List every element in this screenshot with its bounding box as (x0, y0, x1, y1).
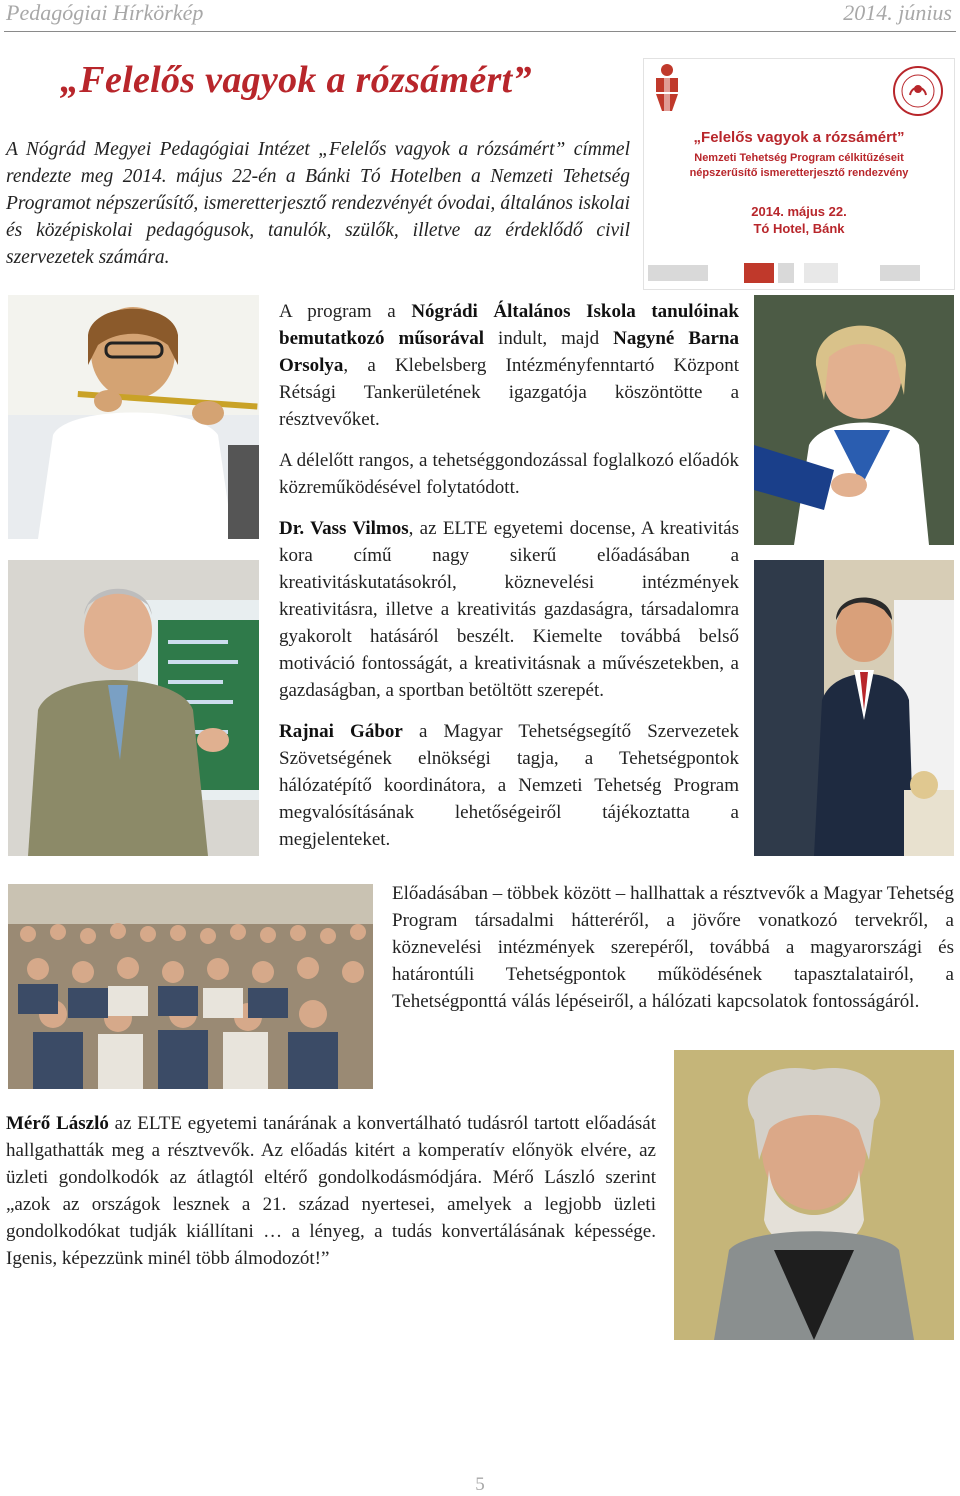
poster-subtitle: Nemzeti Tehetség Program célkitűzéseit népszerűsítő ismeretterjesztő rendezvény (689, 152, 909, 179)
running-header (0, 0, 960, 34)
article-title: „Felelős vagyok a rózsámért” (60, 59, 532, 101)
poster-date: 2014. május 22. (751, 204, 847, 219)
p1-text-a: A program a (279, 301, 412, 322)
p3-text: , az ELTE egyetemi docense, A kreativitás kora című nagy sikerű előadásában a kreativitáskutatásokról, köznevelési intézmények kreativitásra, illetve a kreativitás gazdaságra, társadalomra gyakorolt hatásáról beszélt. Kiemelte továbbá belső motiváció fontosságát, a kreativitásnak a művészetekben, a gazdaságban, a sportban betöltött szerepét. (279, 518, 739, 701)
poster-date-block (644, 203, 954, 237)
paragraph-vass-vilmos (279, 515, 739, 704)
p6-text: az ELTE egyetemi tanárának a konvertálható tudásról tartott előadását hallgathatták meg a résztvevők. Az előadás kitért a komperatív előnyök elvére, az üzleti gondolkodók az átlagtól eltérő gondolkodásmódjára. Mérő László szerint „azok az országok lesznek a 21. század nyertesei, amelyek a legjobb üzleti gondolkodókat tudják kiállítani … a lényeg, a tudás konvertálásának képessége. Igenis, képezzünk minél több álmodozót!” (6, 1113, 657, 1269)
article-intro: A Nógrád Megyei Pedagógiai Intézet „Felelős vagyok a rózsámért” címmel rendezte meg 2014. május 22-én a Bánki Tó Hotelben a Nemzeti Tehetség Programot népszerűsítő, ismeretterjesztő rendezvényét óvodai, általános iskolai és középiskolai pedagógusok, tanulók, szülők, illetve az érdeklődő civil szervezetek számára. (6, 139, 630, 268)
header-publication: Pedagógiai Hírkörkép (6, 0, 204, 25)
audience-photo (8, 884, 373, 1089)
p1-highlight-director: Nagyné Barna Orsolya (279, 328, 739, 376)
paragraph-program-opening (279, 298, 739, 433)
rajnai-speaking-photo (754, 560, 954, 856)
director-speaking-photo (754, 295, 954, 545)
poster-sponsor-logos (644, 259, 954, 287)
p4-text: a Magyar Tehetségsegítő Szervezetek Szövetségének elnökségi tagja, a Tehetségpontok hálózatépítő koordinátora, a Nemzeti Tehetség Program megvalósításának lehetőségeiről tájékoztatta a megjelenteket. (279, 721, 739, 850)
p3-speaker-name: Dr. Vass Vilmos (279, 518, 409, 539)
flute-player-photo (8, 295, 259, 539)
p4-speaker-name: Rajnai Gábor (279, 721, 403, 742)
article-body-column-3 (6, 1110, 656, 1286)
p1-text-e: , a Klebelsberg Intézményfenntartó Központ Rétsági Tankerületének igazgatója köszöntötte a résztvevőket. (279, 355, 739, 430)
speaker-slide-photo (8, 560, 259, 856)
article-body-column-2 (392, 880, 954, 1029)
talent-program-logo-icon (650, 63, 684, 113)
paragraph-presentation-topics: Előadásában – többek között – hallhattak a résztvevők a Magyar Tehetség Program társadalmi hátteréről, a jövőre vonatkozó tervekről, a köznevelési intézmények szerepéről, továbbá a magyarországi és határontúli Tehetségpontok működésének tapasztalatairól, a Tehetségponttá válás lépéseiről, a hálózati kapcsolatok fontosságáról. (392, 883, 954, 1012)
page-number: 5 (475, 1474, 485, 1495)
poster-title: „Felelős vagyok a rózsámért” (693, 129, 905, 146)
paragraph-morning: A délelőtt rangos, a tehetséggondozással foglalkozó előadók közreműködésével folytatódott. (279, 450, 739, 498)
pedagogical-institute-seal-icon (892, 65, 944, 117)
paragraph-rajnai-gabor (279, 718, 739, 853)
p1-highlight-school: Nógrádi Általános Iskola tanulóinak bemutatkozó műsorával (279, 301, 739, 349)
header-date: 2014. június (843, 0, 952, 25)
p1-text-c: indult, majd (484, 328, 614, 349)
poster-place: Tó Hotel, Bánk (753, 221, 845, 236)
header-rule (4, 31, 956, 32)
article-body-column-1 (279, 298, 739, 867)
mero-laszlo-photo (674, 1050, 954, 1340)
paragraph-mero-laszlo (6, 1110, 656, 1272)
event-poster-image (643, 58, 955, 290)
p6-speaker-name: Mérő László (6, 1113, 109, 1134)
